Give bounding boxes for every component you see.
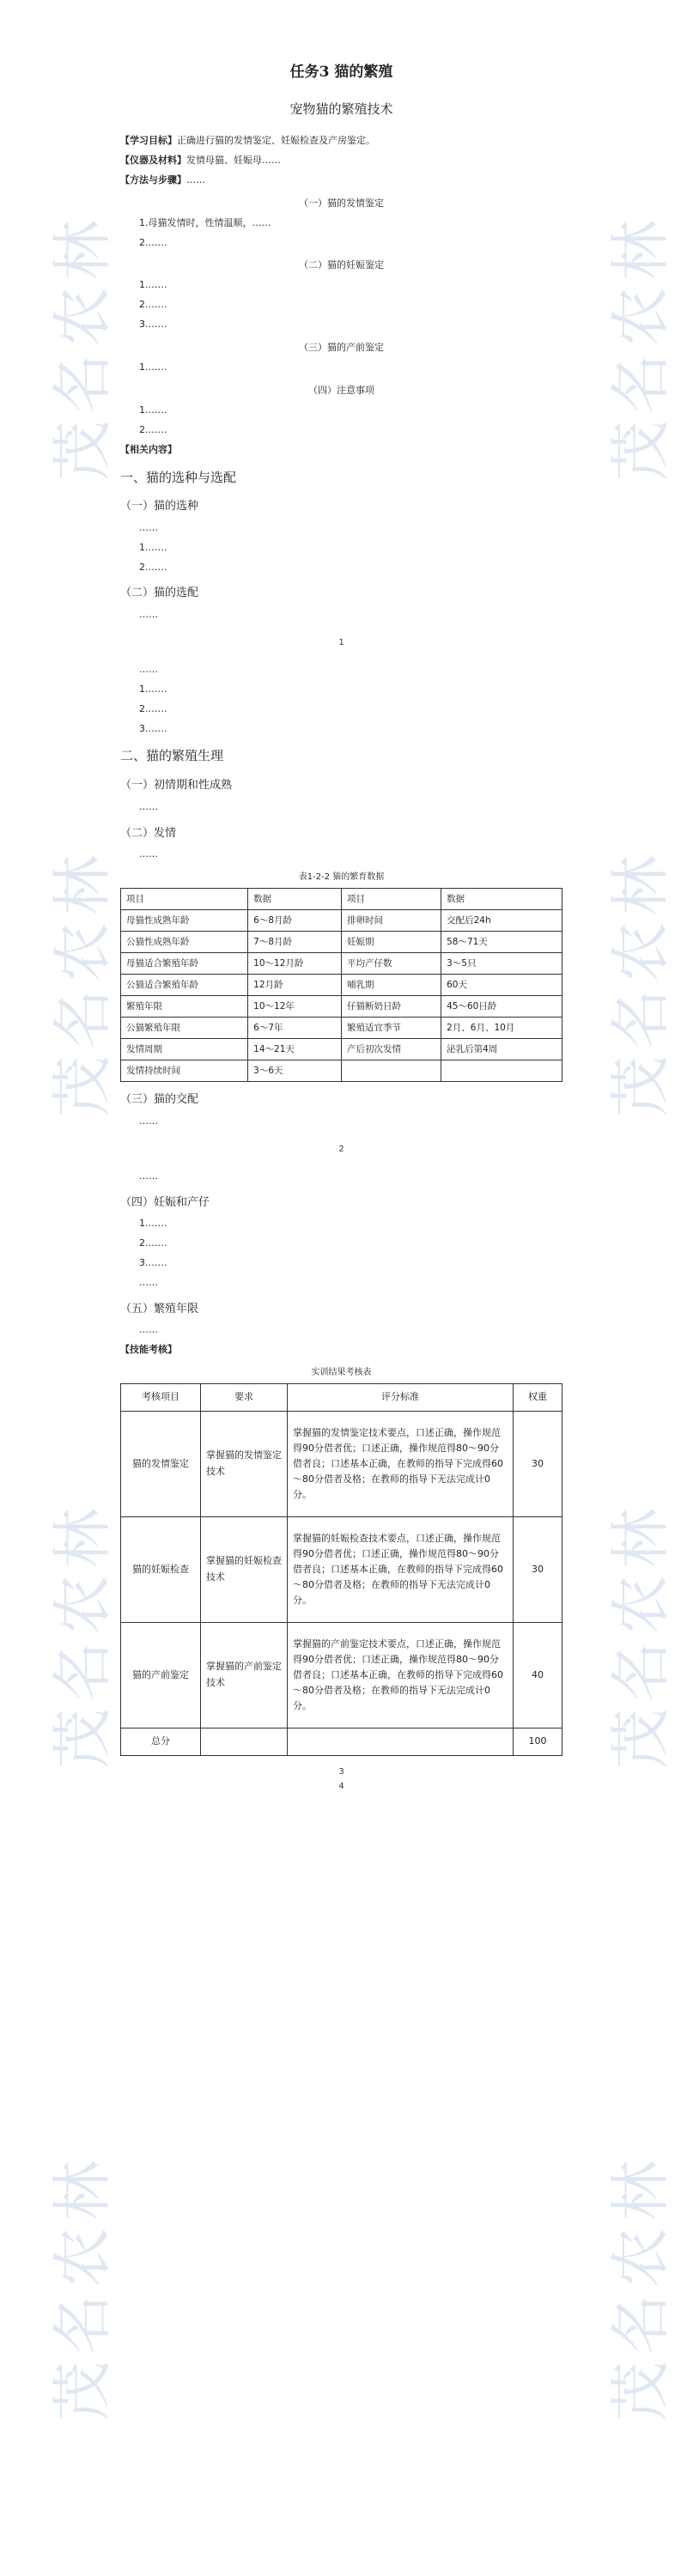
table-cell: 猫的妊娠检查 (121, 1517, 201, 1623)
table-cell: 3～5只 (441, 953, 562, 975)
table-caption: 表1-2-2 猫的繁育数据 (298, 872, 385, 882)
section-tag: 【仪器及材料】 (120, 154, 186, 166)
paragraph: …… (139, 1115, 158, 1127)
intro-block (120, 133, 562, 189)
table-cell: 猫的产前鉴定 (121, 1623, 201, 1728)
table-cell: 7～8月龄 (248, 932, 342, 953)
paragraph: 1.…… (139, 279, 167, 291)
subsection-heading: （四）妊娠和产仔 (120, 1195, 210, 1209)
page-number: 3 (338, 1766, 344, 1777)
subsection-heading: （二）猫的选配 (120, 586, 199, 600)
table-cell: 母猫性成熟年龄 (121, 910, 248, 932)
paragraph: 2.…… (139, 1237, 167, 1249)
table-caption: 实训结果考核表 (311, 1367, 372, 1377)
paragraph: …… (139, 800, 158, 812)
table-row (121, 1060, 562, 1082)
table-cell: 妊娠期 (341, 932, 441, 953)
table-cell: 公猫适合繁殖年龄 (121, 975, 248, 996)
skill-assessment-tag: 【技能考核】 (120, 1344, 177, 1356)
table-cell: 繁殖年限 (121, 996, 248, 1018)
table-cell: 产后初次发情 (341, 1039, 441, 1060)
intro-line (120, 153, 562, 169)
table-cell: 母猫适合繁殖年龄 (121, 953, 248, 975)
table-header-row (121, 889, 562, 910)
table-cell (201, 1728, 288, 1756)
watermark: 茂名农林 (47, 213, 118, 481)
paragraph: 3.…… (139, 1256, 167, 1268)
intro-text: 发情母猫、妊娠母…… (186, 154, 281, 166)
page-number: 1 (338, 637, 344, 647)
column-header: 要求 (201, 1384, 288, 1412)
table-cell: 100 (514, 1728, 562, 1756)
paragraph: 1.…… (139, 361, 167, 373)
document-body (120, 60, 562, 1794)
table-cell: 6～8月龄 (248, 910, 342, 932)
related-content-tag: 【相关内容】 (120, 443, 177, 455)
table-cell: 3～6天 (248, 1060, 342, 1082)
table-cell: 掌握猫的产前鉴定技术 (201, 1623, 288, 1728)
table-cell: 掌握猫的发情鉴定技术 (201, 1412, 288, 1517)
table-cell: 40 (514, 1623, 562, 1728)
subsection-heading: （二）发情 (120, 826, 177, 840)
table-cell: 10～12年 (248, 996, 342, 1018)
table-row (121, 996, 562, 1018)
page-subtitle: 宠物猫的繁殖技术 (289, 101, 393, 118)
subsection-heading: （三）猫的交配 (120, 1093, 199, 1107)
paragraph: 3.…… (139, 722, 167, 734)
table-row (121, 910, 562, 932)
subsection-heading: （一）猫的选种 (120, 500, 199, 513)
table-cell (441, 1060, 562, 1082)
watermark: 茂名农林 (605, 1501, 676, 1769)
intro-text: …… (186, 173, 205, 185)
paragraph: …… (139, 1324, 158, 1336)
table-cell: 30 (514, 1412, 562, 1517)
table-cell: 2月、6月、10月 (441, 1018, 562, 1039)
table-cell (341, 1060, 441, 1082)
column-header: 项目 (121, 889, 248, 910)
paragraph: …… (139, 608, 158, 620)
assessment-table (120, 1383, 562, 1756)
breeding-data-table (120, 888, 562, 1082)
table-cell: 公猫性成熟年龄 (121, 932, 248, 953)
paragraph: …… (139, 1170, 158, 1182)
subsection-heading: （一）初情期和性成熟 (120, 779, 233, 793)
table-cell: 排卵时间 (341, 910, 441, 932)
paragraph: …… (139, 848, 158, 860)
page-number: 4 (338, 1782, 344, 1792)
table-cell: 30 (514, 1517, 562, 1623)
table-cell: 猫的发情鉴定 (121, 1412, 201, 1517)
paragraph: 1.…… (139, 541, 167, 553)
table-cell: 45～60日龄 (441, 996, 562, 1018)
paragraph: …… (139, 663, 158, 675)
section-heading: （一）猫的发情鉴定 (299, 197, 384, 209)
paragraph: 2.…… (139, 702, 167, 714)
column-header: 考核项目 (121, 1384, 201, 1412)
paragraph: 1.母猫发情时，性情温顺，…… (139, 216, 271, 228)
paragraph: 2.…… (139, 299, 167, 311)
section-heading: （四）注意事项 (308, 384, 374, 396)
table-cell: 交配后24h (441, 910, 562, 932)
table-cell: 发情周期 (121, 1039, 248, 1060)
column-header: 数据 (248, 889, 342, 910)
table-row (121, 1517, 562, 1623)
table-cell: 总分 (121, 1728, 201, 1756)
table-cell: 58～71天 (441, 932, 562, 953)
table-header-row (121, 1384, 562, 1412)
part-heading: 一、猫的选种与选配 (120, 469, 237, 485)
watermark: 茂名农林 (605, 213, 676, 481)
section-heading: （二）猫的妊娠鉴定 (299, 259, 384, 271)
column-header: 权重 (514, 1384, 562, 1412)
table-cell: 掌握猫的妊娠检查技术要点，口述正确，操作规范得90分借者优；口述正确，操作规范得80～90分借者良；口述基本正确，在教师的指导下完成得60～80分借者及格；在教师的指导下无法完成计0分。 (288, 1517, 514, 1623)
table-cell: 60天 (441, 975, 562, 996)
table-row (121, 1412, 562, 1517)
table-cell: 10～12月龄 (248, 953, 342, 975)
subsection-heading: （五）繁殖年限 (120, 1302, 199, 1315)
paragraph: 2.…… (139, 236, 167, 248)
intro-text: 正确进行猫的发情鉴定、妊娠检查及产房鉴定。 (177, 135, 375, 147)
table-total-row (121, 1728, 562, 1756)
paragraph: …… (139, 521, 158, 533)
column-header: 评分标准 (288, 1384, 514, 1412)
table-cell: 发情持续时间 (121, 1060, 248, 1082)
table-row (121, 953, 562, 975)
page-title: 任务3 猫的繁殖 (289, 64, 393, 81)
paragraph: 1.…… (139, 683, 167, 695)
table-row (121, 1039, 562, 1060)
intro-line (120, 133, 562, 149)
column-header: 数据 (441, 889, 562, 910)
part-heading: 二、猫的繁殖生理 (120, 748, 224, 764)
watermark: 茂名农林 (47, 1501, 118, 1769)
paragraph: 1.…… (139, 1218, 167, 1230)
watermark: 茂名农林 (47, 848, 118, 1116)
table-cell (288, 1728, 514, 1756)
table-cell: 公猫繁殖年限 (121, 1018, 248, 1039)
table-cell: 6～7年 (248, 1018, 342, 1039)
intro-line (120, 173, 562, 189)
watermark: 茂名农林 (605, 2154, 676, 2421)
table-cell: 平均产仔数 (341, 953, 441, 975)
section-tag: 【学习目标】 (120, 135, 177, 147)
table-cell: 掌握猫的妊娠检查技术 (201, 1517, 288, 1623)
section-heading: （三）猫的产前鉴定 (299, 342, 384, 354)
table-cell: 泌乳后第4周 (441, 1039, 562, 1060)
table-row (121, 1623, 562, 1728)
table-cell: 14～21天 (248, 1039, 342, 1060)
paragraph: 1.…… (139, 404, 167, 416)
table-row (121, 1018, 562, 1039)
column-header: 项目 (341, 889, 441, 910)
section-tag: 【方法与步骤】 (120, 173, 186, 185)
watermark: 茂名农林 (605, 848, 676, 1116)
paragraph: 2.…… (139, 423, 167, 435)
table-cell: 掌握猫的产前鉴定技术要点，口述正确，操作规范得90分借者优；口述正确，操作规范得80～90分借者良；口述基本正确，在教师的指导下完成得60～80分借者及格；在教师的指导下无法完成计0分。 (288, 1623, 514, 1728)
paragraph: 2.…… (139, 561, 167, 573)
paragraph: …… (139, 1276, 158, 1288)
table-cell: 12月龄 (248, 975, 342, 996)
paragraph: 3.…… (139, 319, 167, 331)
page-number: 2 (338, 1144, 344, 1154)
table-row (121, 932, 562, 953)
table-cell: 仔猫断奶日龄 (341, 996, 441, 1018)
table-cell: 哺乳期 (341, 975, 441, 996)
table-row (121, 975, 562, 996)
table-cell: 繁殖适宜季节 (341, 1018, 441, 1039)
table-cell: 掌握猫的发情鉴定技术要点，口述正确，操作规范得90分借者优；口述正确，操作规范得80～90分借者良；口述基本正确，在教师的指导下完成得60～80分借者及格；在教师的指导下无法完成计0分。 (288, 1412, 514, 1517)
watermark: 茂名农林 (47, 2154, 118, 2421)
